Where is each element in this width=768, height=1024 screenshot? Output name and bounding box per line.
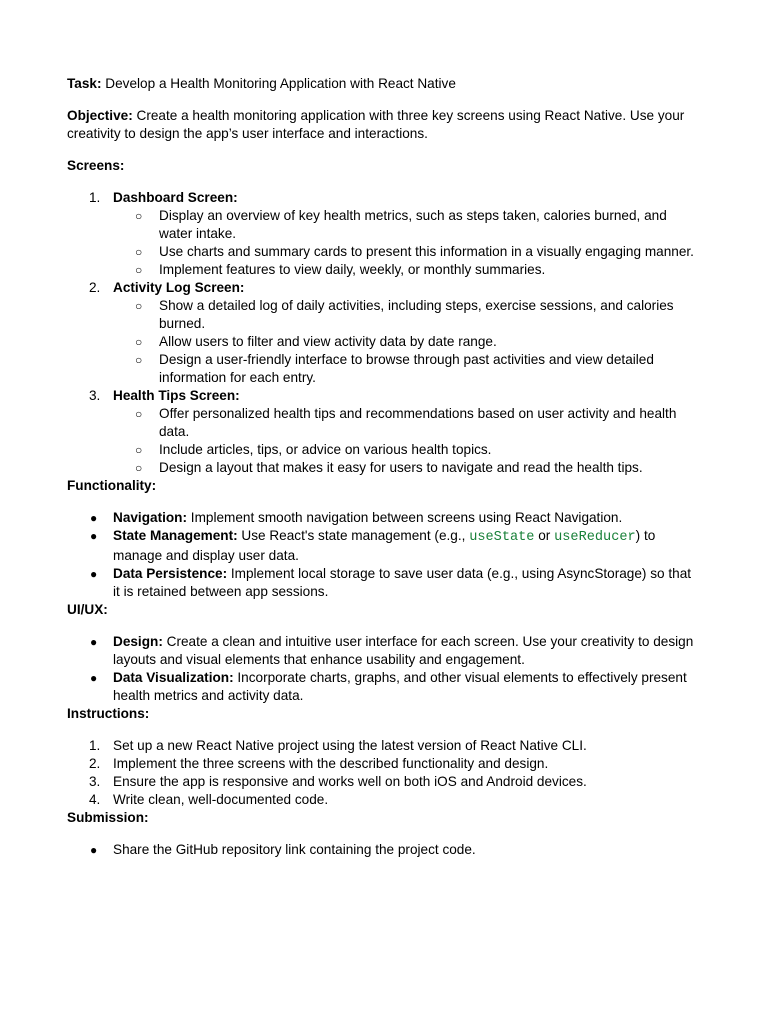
point-text: Offer personalized health tips and recommendations based on user activity and health data. <box>159 406 677 439</box>
list-item <box>67 189 701 279</box>
functionality-heading-text: Functionality: <box>67 478 157 493</box>
task-line <box>67 75 701 93</box>
item-text: Write clean, well-documented code. <box>113 792 329 807</box>
list-item <box>67 279 701 387</box>
list-item <box>113 243 701 261</box>
item-label: Data Persistence: <box>113 566 228 581</box>
functionality-heading <box>67 477 701 495</box>
bullet-icon: ● <box>90 567 98 581</box>
item-text: Ensure the app is responsive and works well on both iOS and Android devices. <box>113 774 587 789</box>
item-text: or <box>534 528 555 543</box>
bullet-icon: ● <box>90 843 98 857</box>
submission-list <box>67 841 701 859</box>
list-item <box>67 509 701 527</box>
item-text: Implement local storage to save user data (e.g., using AsyncStorage) so that it is retained between app sessions. <box>113 566 692 599</box>
list-item <box>67 841 701 859</box>
point-text: Use charts and summary cards to present this information in a visually engaging manner. <box>159 244 694 259</box>
list-number: 1. <box>89 738 101 753</box>
list-item <box>67 527 701 565</box>
list-item <box>113 297 701 333</box>
circle-bullet-icon: ○ <box>135 335 143 349</box>
list-item <box>113 351 701 387</box>
screens-heading <box>67 157 701 175</box>
item-text: ) to manage and display user data. <box>113 528 656 563</box>
circle-bullet-icon: ○ <box>135 263 143 277</box>
list-item <box>113 207 701 243</box>
list-number: 2. <box>89 756 101 771</box>
list-item <box>113 405 701 441</box>
point-text: Include articles, tips, or advice on various health topics. <box>159 442 492 457</box>
list-item <box>113 441 701 459</box>
point-text: Show a detailed log of daily activities, including steps, exercise sessions, and calories burned. <box>159 298 674 331</box>
point-text: Display an overview of key health metrics, such as steps taken, calories burned, and water intake. <box>159 208 667 241</box>
screen-title: Health Tips Screen: <box>113 388 240 403</box>
uiux-heading-text: UI/UX: <box>67 602 108 617</box>
bullet-icon: ● <box>90 511 98 525</box>
item-label: Design: <box>113 634 163 649</box>
list-item <box>67 791 701 809</box>
uiux-heading <box>67 601 701 619</box>
screens-list <box>67 189 701 477</box>
task-label: Task: <box>67 76 102 91</box>
item-label: Navigation: <box>113 510 188 525</box>
sub-list <box>113 297 701 387</box>
list-item <box>67 633 701 669</box>
bullet-icon: ● <box>90 529 98 543</box>
list-item <box>67 737 701 755</box>
screen-title: Activity Log Screen: <box>113 280 245 295</box>
list-item <box>67 565 701 601</box>
list-item <box>113 261 701 279</box>
item-label: Data Visualization: <box>113 670 234 685</box>
item-label: State Management: <box>113 528 238 543</box>
item-text: Incorporate charts, graphs, and other visual elements to effectively present health metrics and activity data. <box>113 670 687 703</box>
submission-heading <box>67 809 701 827</box>
objective-label: Objective: <box>67 108 133 123</box>
objective-text: Create a health monitoring application with three key screens using React Native. Use your creativity to design the app’s user interface and interactions. <box>67 108 685 141</box>
circle-bullet-icon: ○ <box>135 299 143 313</box>
instructions-list <box>67 737 701 809</box>
list-number: 3. <box>89 388 101 403</box>
point-text: Design a layout that makes it easy for users to navigate and read the health tips. <box>159 460 643 475</box>
list-item <box>113 333 701 351</box>
list-number: 4. <box>89 792 101 807</box>
screens-heading-text: Screens: <box>67 158 125 173</box>
list-item <box>67 755 701 773</box>
item-text: Share the GitHub repository link containing the project code. <box>113 842 476 857</box>
circle-bullet-icon: ○ <box>135 353 143 367</box>
circle-bullet-icon: ○ <box>135 407 143 421</box>
uiux-list <box>67 633 701 705</box>
list-number: 1. <box>89 190 101 205</box>
instructions-heading-text: Instructions: <box>67 706 150 721</box>
code-snippet: useState <box>469 530 535 545</box>
list-number: 3. <box>89 774 101 789</box>
point-text: Design a user-friendly interface to browse through past activities and view detailed information for each entry. <box>159 352 654 385</box>
bullet-icon: ● <box>90 635 98 649</box>
code-snippet: useReducer <box>554 530 636 545</box>
item-text: Set up a new React Native project using the latest version of React Native CLI. <box>113 738 587 753</box>
task-text: Develop a Health Monitoring Application with React Native <box>101 76 456 91</box>
circle-bullet-icon: ○ <box>135 461 143 475</box>
functionality-list <box>67 509 701 601</box>
list-number: 2. <box>89 280 101 295</box>
item-text: Implement smooth navigation between screens using React Navigation. <box>187 510 623 525</box>
point-text: Implement features to view daily, weekly, or monthly summaries. <box>159 262 546 277</box>
list-item <box>67 669 701 705</box>
item-text: Implement the three screens with the described functionality and design. <box>113 756 549 771</box>
circle-bullet-icon: ○ <box>135 245 143 259</box>
submission-heading-text: Submission: <box>67 810 149 825</box>
item-text: Use React's state management (e.g., <box>237 528 470 543</box>
list-item <box>113 459 701 477</box>
point-text: Allow users to filter and view activity data by date range. <box>159 334 497 349</box>
sub-list <box>113 405 701 477</box>
instructions-heading <box>67 705 701 723</box>
screen-title: Dashboard Screen: <box>113 190 238 205</box>
item-text: Create a clean and intuitive user interface for each screen. Use your creativity to design layouts and visual elements that enhance usability and engagement. <box>113 634 694 667</box>
bullet-icon: ● <box>90 671 98 685</box>
sub-list <box>113 207 701 279</box>
list-item <box>67 387 701 477</box>
list-item <box>67 773 701 791</box>
objective-line <box>67 107 701 143</box>
circle-bullet-icon: ○ <box>135 443 143 457</box>
circle-bullet-icon: ○ <box>135 209 143 223</box>
